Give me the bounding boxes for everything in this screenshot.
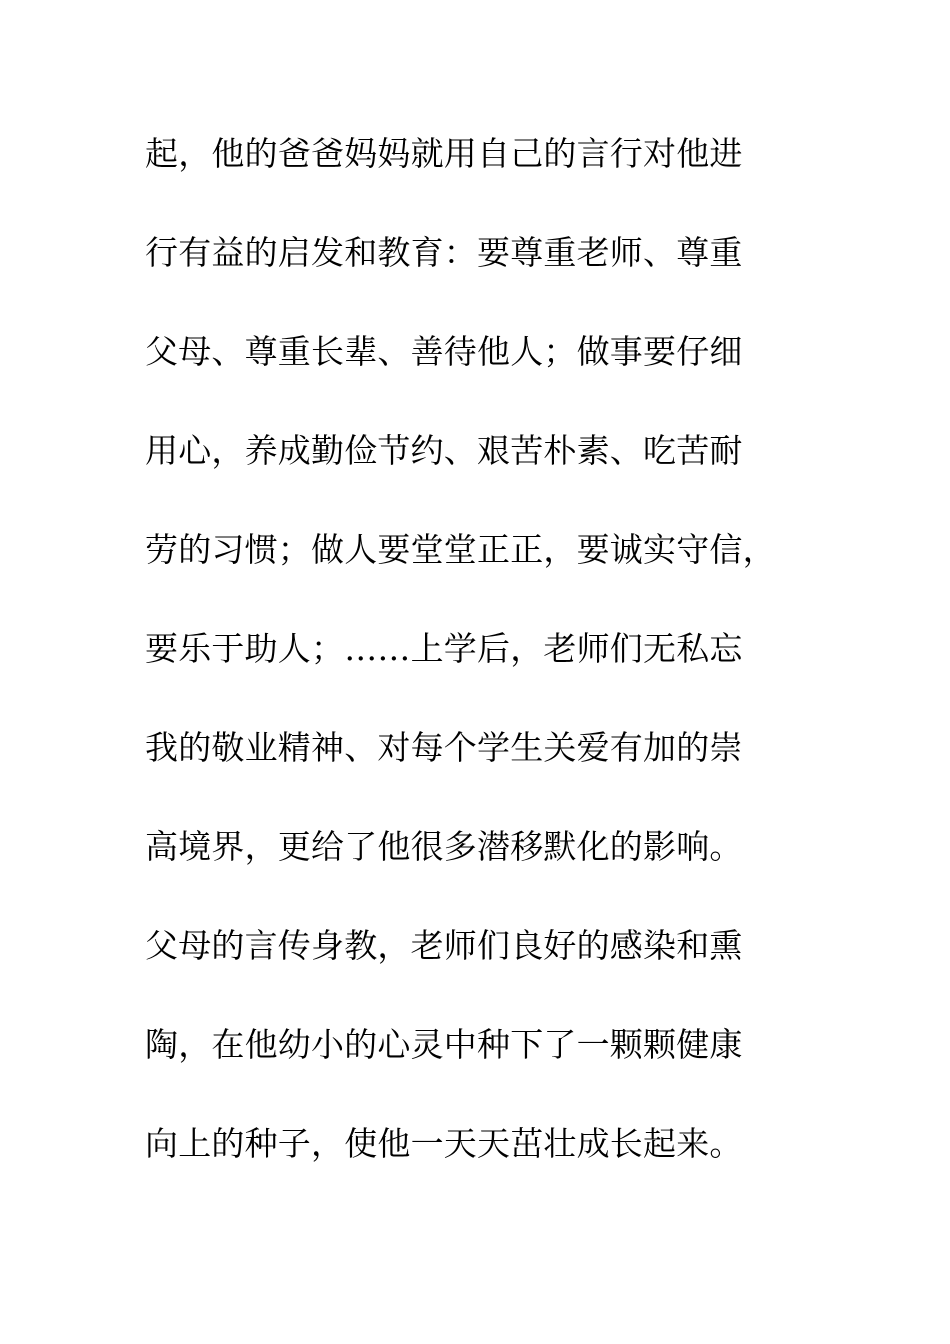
body-paragraph [145,125,805,1214]
paragraph-line-7: 我的敬业精神、对每个学生关爱有加的崇 [145,728,743,767]
paragraph-line-8: 高境界，更给了他很多潜移默化的影响。 [145,827,743,866]
paragraph-line-9: 父母的言传身教，老师们良好的感染和熏 [145,926,743,965]
paragraph-line-2: 行有益的启发和教育：要尊重老师、尊重 [145,233,743,272]
paragraph-line-10: 陶，在他幼小的心灵中种下了一颗颗健康 [145,1025,743,1064]
paragraph-line-4: 用心，养成勤俭节约、艰苦朴素、吃苦耐 [145,431,743,470]
paragraph-line-1: 起，他的爸爸妈妈就用自己的言行对他进 [145,134,743,173]
paragraph-line-6: 要乐于助人；……上学后，老师们无私忘 [145,629,743,668]
paragraph-line-11: 向上的种子，使他一天天茁壮成长起来。 [145,1124,743,1163]
paragraph-line-5: 劳的习惯；做人要堂堂正正，要诚实守信， [145,530,776,569]
paragraph-line-3: 父母、尊重长辈、善待他人；做事要仔细 [145,332,743,371]
